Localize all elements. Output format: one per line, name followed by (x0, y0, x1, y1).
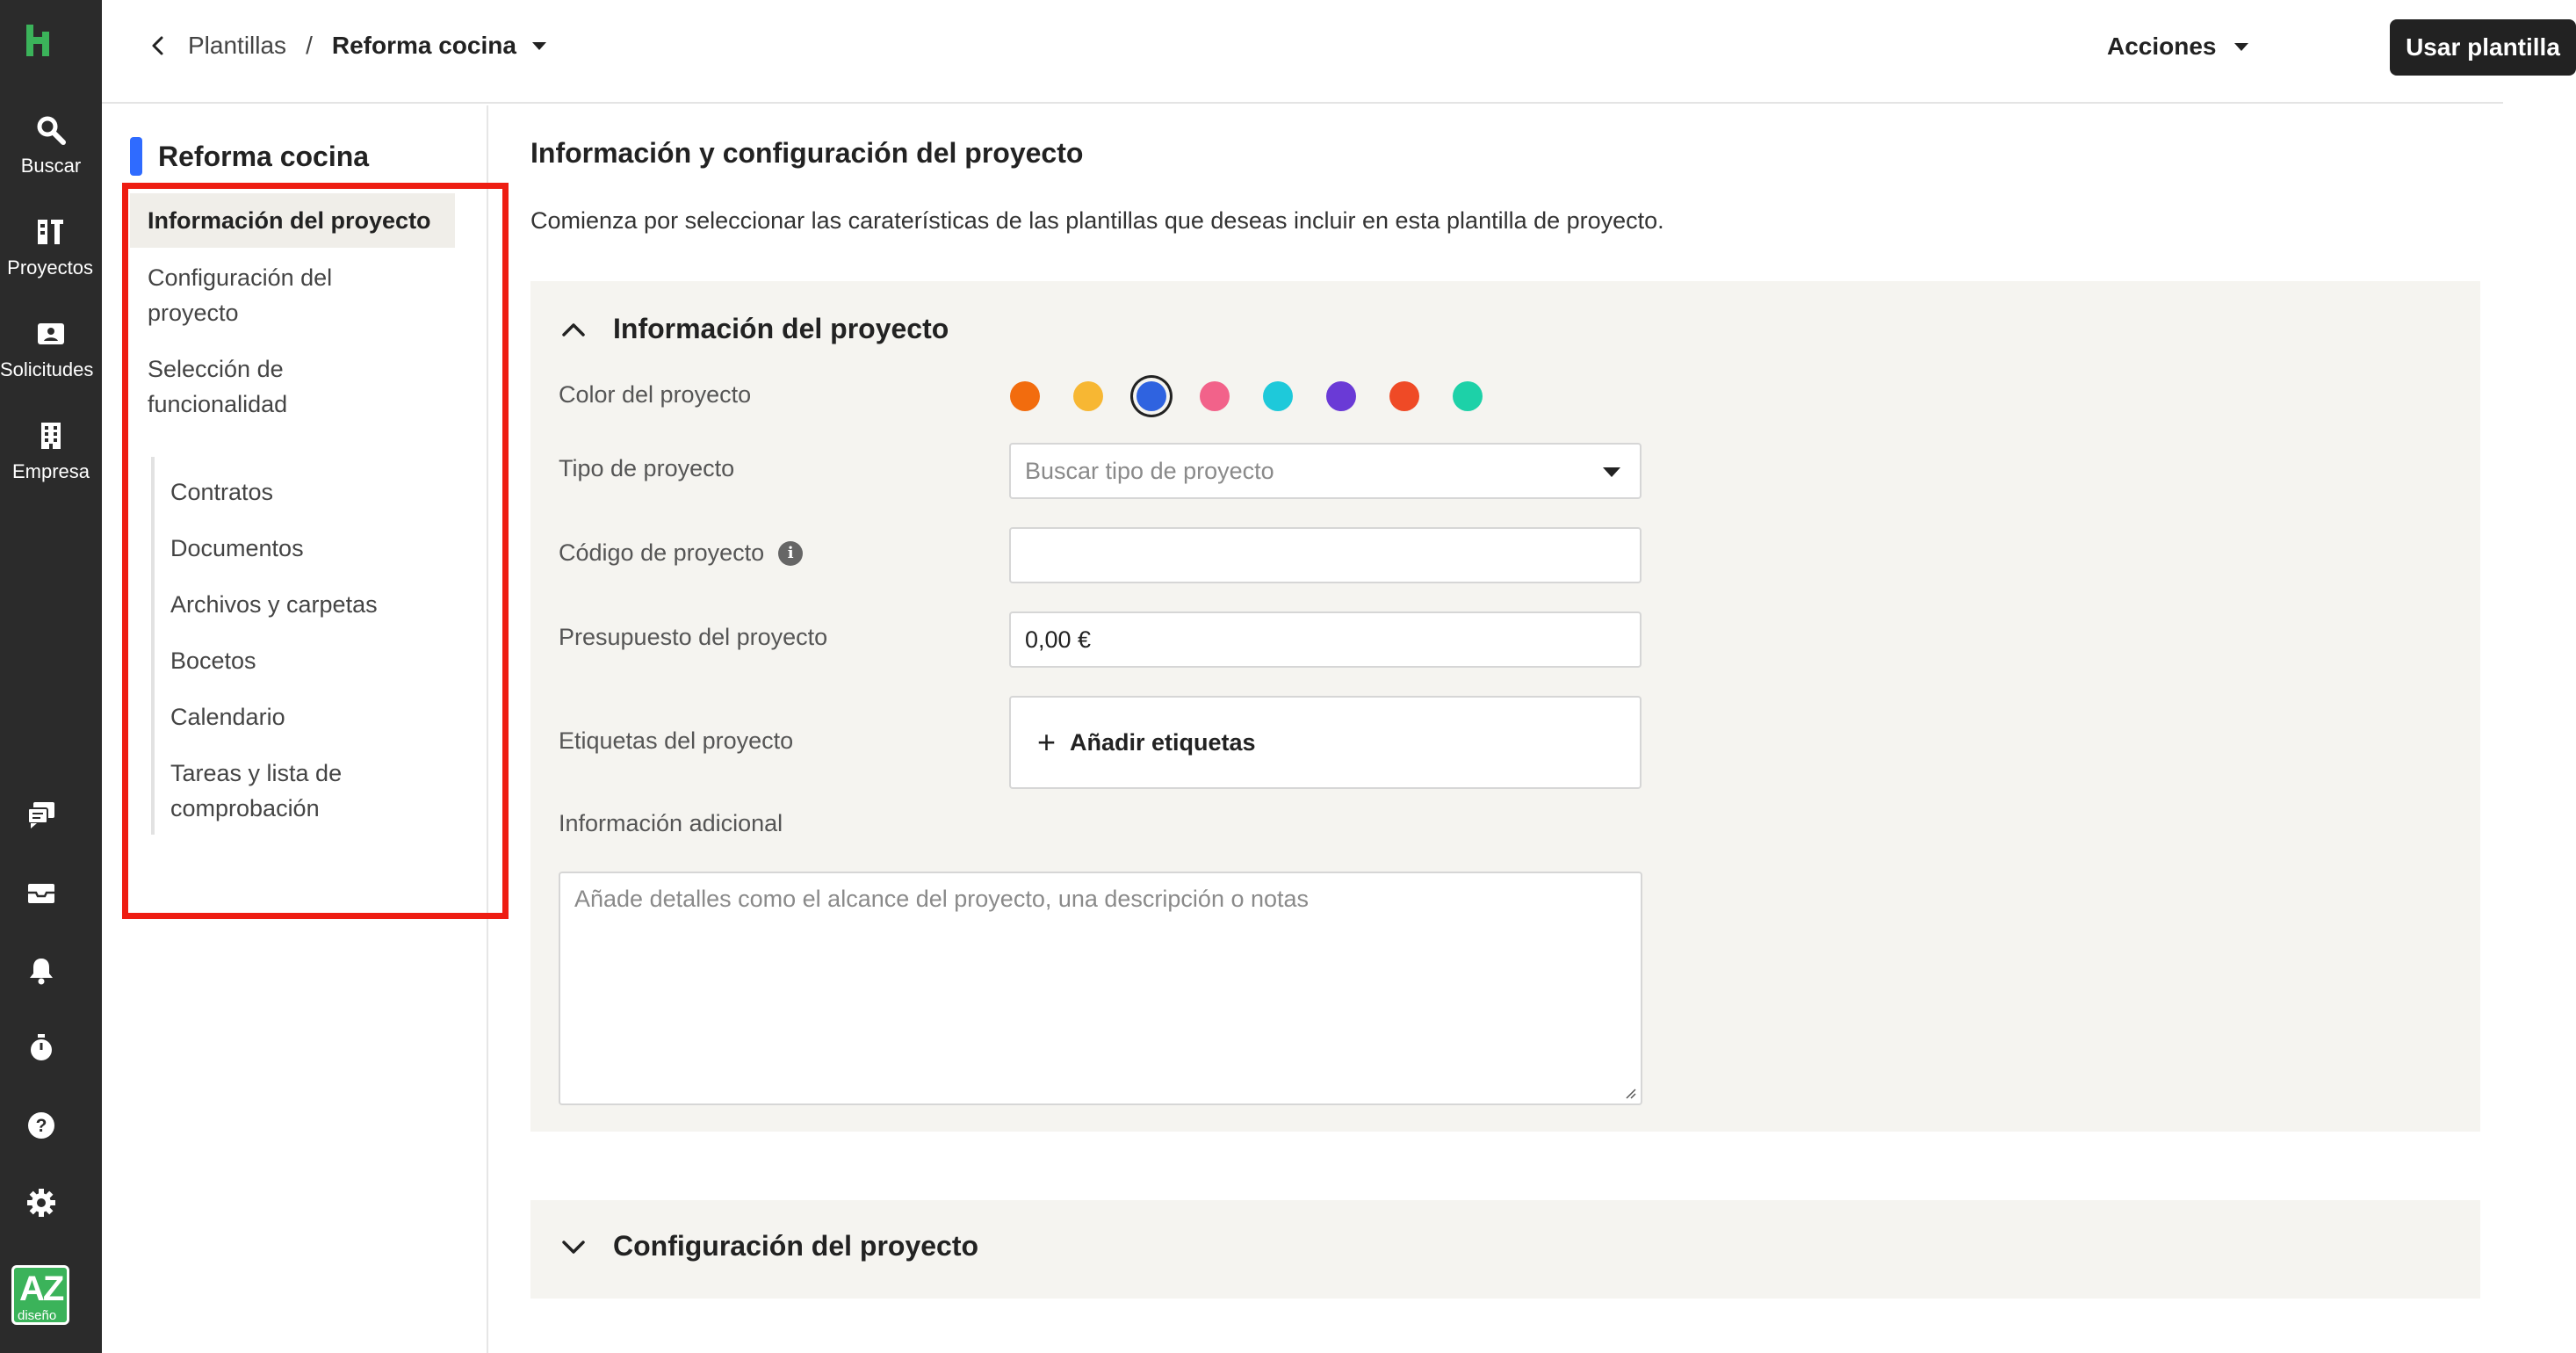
rail-item-search[interactable] (0, 114, 102, 177)
breadcrumb-parent[interactable]: Plantillas (188, 32, 287, 59)
tags-label: Etiquetas del proyecto (559, 727, 794, 754)
use-template-button[interactable]: Usar plantilla (2390, 19, 2576, 76)
color-swatch[interactable] (1200, 381, 1230, 411)
side-nav-title-text: Reforma cocina (158, 140, 370, 172)
left-rail (0, 0, 102, 1353)
project-config-section (530, 1200, 2480, 1299)
page-description: Comienza por seleccionar las caraterísticas de las plantillas que deseas incluir en esta plantilla de proyecto. (530, 207, 1664, 234)
avatar-initials: AZ (19, 1270, 63, 1308)
help-icon[interactable] (26, 1111, 56, 1140)
nav-subitem-files[interactable]: Archivos y carpetas (170, 591, 378, 618)
projects-icon (35, 216, 67, 248)
avatar-subtitle: diseño (18, 1308, 57, 1323)
breadcrumb-separator: / (306, 32, 313, 59)
actions-label: Acciones (2107, 33, 2217, 60)
nav-subitem-contracts[interactable]: Contratos (170, 479, 274, 505)
requests-icon (35, 318, 67, 350)
rail-item-label: Buscar (20, 155, 82, 177)
svg-text:?: ? (35, 1116, 47, 1136)
logo-icon[interactable] (25, 23, 56, 58)
nav-subitem-calendar[interactable]: Calendario (170, 704, 285, 730)
rail-item-requests[interactable] (0, 318, 102, 381)
code-label: Código de proyecto (559, 539, 765, 566)
color-swatch[interactable] (1326, 381, 1356, 411)
highlight-box (122, 183, 509, 919)
color-swatch[interactable] (1453, 381, 1483, 411)
nav-subitem-documents[interactable]: Documentos (170, 535, 304, 561)
color-swatch[interactable] (1389, 381, 1419, 411)
plus-icon: + (1037, 724, 1057, 760)
section-header[interactable] (560, 313, 949, 345)
bell-icon[interactable] (26, 956, 56, 986)
color-indicator (130, 137, 142, 176)
inbox-icon[interactable] (26, 879, 56, 908)
add-tags-button[interactable] (1009, 696, 1642, 789)
info-icon[interactable]: i (778, 541, 803, 566)
additional-info-textarea[interactable] (559, 872, 1642, 1105)
rail-item-label: Empresa (11, 460, 90, 482)
top-bar (102, 0, 2560, 104)
chevron-down-icon (2234, 43, 2248, 51)
actions-dropdown[interactable] (2107, 33, 2248, 61)
chevron-left-icon[interactable] (146, 33, 170, 58)
nav-subitem-sketches[interactable]: Bocetos (170, 648, 256, 674)
search-icon (35, 114, 67, 146)
section-title: Información del proyecto (613, 313, 949, 344)
project-type-select[interactable] (1009, 443, 1642, 499)
section-title: Configuración del proyecto (613, 1230, 979, 1262)
project-info-section (530, 281, 2480, 1132)
project-code-input[interactable] (1009, 527, 1642, 583)
color-picker (1010, 381, 1516, 411)
nav-item-feature-selection[interactable]: Selección de funcionalidad (148, 356, 288, 417)
additional-info-placeholder: Añade detalles como el alcance del proyecto, una descripción o notas (574, 886, 1310, 912)
resize-handle-icon[interactable] (1623, 1086, 1637, 1100)
add-tags-label: Añadir etiquetas (1070, 728, 1256, 756)
additional-info-label: Información adicional (559, 810, 783, 836)
code-label-row (559, 539, 803, 567)
avatar[interactable] (11, 1265, 69, 1325)
chevron-up-icon (560, 321, 587, 338)
rail-item-label: Proyectos (7, 257, 93, 279)
color-swatch[interactable] (1136, 381, 1166, 411)
nav-item-project-config[interactable]: Configuración del proyecto (148, 264, 333, 326)
page-title: Información y configuración del proyecto (530, 137, 1084, 169)
rail-item-label: Solicitudes (0, 358, 94, 380)
timer-icon[interactable] (26, 1033, 56, 1063)
rail-item-projects[interactable] (0, 216, 102, 279)
type-label: Tipo de proyecto (559, 455, 735, 481)
color-swatch[interactable] (1073, 381, 1103, 411)
breadcrumb-current: Reforma cocina (331, 32, 516, 59)
budget-label: Presupuesto del proyecto (559, 624, 828, 650)
nav-item-project-info[interactable]: Información del proyecto (130, 193, 455, 248)
side-nav-title (130, 137, 369, 176)
chevron-down-icon (560, 1238, 587, 1255)
project-budget-input[interactable]: 0,00 € (1009, 611, 1642, 668)
gear-icon[interactable] (26, 1188, 56, 1218)
color-swatch[interactable] (1010, 381, 1040, 411)
chat-icon[interactable] (26, 800, 56, 830)
chevron-down-icon (1603, 467, 1620, 477)
project-type-placeholder: Buscar tipo de proyecto (1025, 457, 1274, 484)
color-label: Color del proyecto (559, 381, 752, 408)
company-icon (35, 420, 67, 452)
chevron-down-icon[interactable] (532, 42, 546, 50)
nav-subitem-tasks[interactable]: Tareas y lista de comprobación (170, 760, 343, 821)
color-swatch[interactable] (1263, 381, 1293, 411)
breadcrumb (146, 32, 546, 60)
section-header[interactable] (560, 1230, 978, 1263)
rail-item-company[interactable] (0, 420, 102, 483)
